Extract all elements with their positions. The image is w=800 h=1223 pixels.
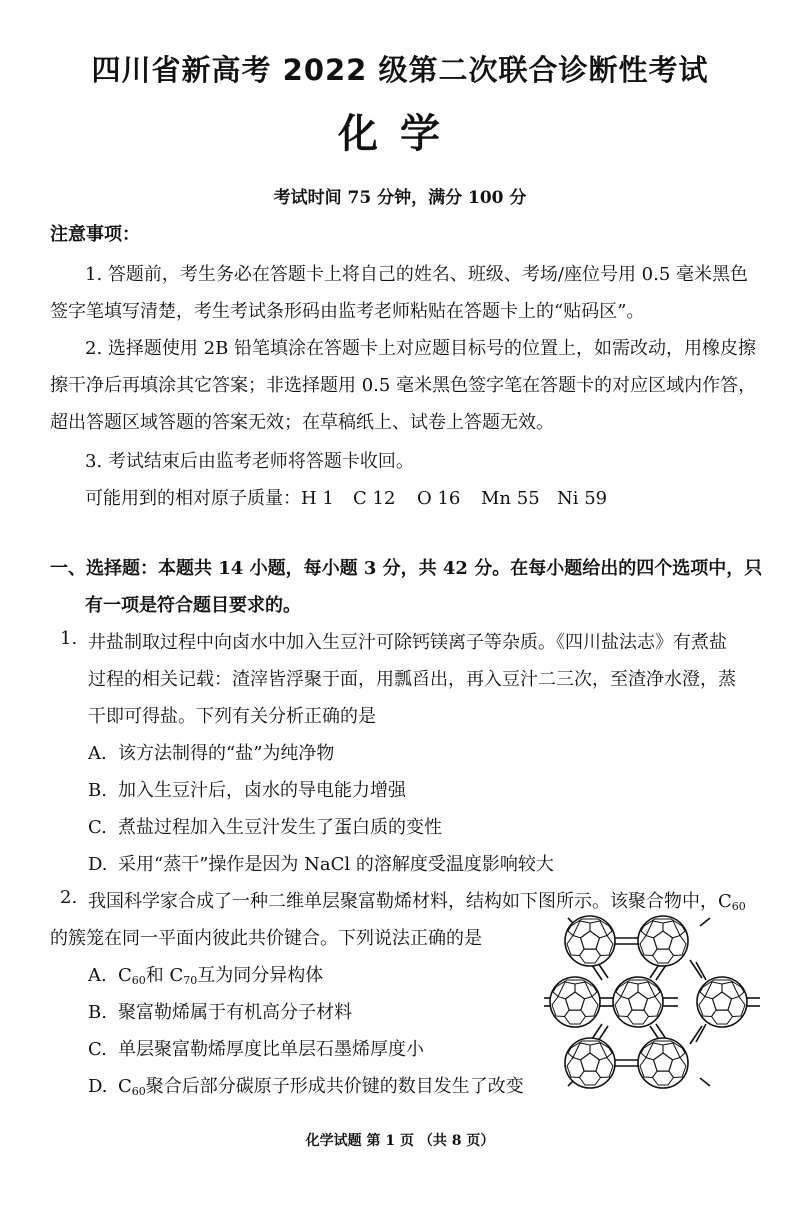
option-text: 采用“蒸干”操作是因为 NaCl 的溶解度受温度影响较大 xyxy=(118,854,554,875)
subscript: 60 xyxy=(131,974,146,987)
option-label: A. xyxy=(88,965,107,986)
option-label: C. xyxy=(88,1039,107,1060)
option-text: 聚富勒烯属于有机高分子材料 xyxy=(118,1002,352,1023)
exam-title: 四川省新高考 2022 级第二次联合诊断性考试 xyxy=(91,53,709,87)
atomic-mass-mn: Mn 55 xyxy=(481,488,540,509)
option-text: 加入生豆汁后，卤水的导电能力增强 xyxy=(118,780,406,801)
q1-option-d xyxy=(88,850,554,876)
option-label: A. xyxy=(88,743,107,764)
atomic-mass-h: H 1 xyxy=(301,488,334,509)
notice-heading: 注意事项： xyxy=(50,224,140,245)
notice-item-1-line-2: 签字笔填写清楚，考生考试条形码由监考老师粘贴在答题卡上的“贴码区”。 xyxy=(50,301,645,322)
q1-option-b xyxy=(88,776,406,802)
option-text: C xyxy=(118,1076,132,1097)
atomic-mass-c: C 12 xyxy=(353,488,396,509)
q2-option-c xyxy=(88,1035,424,1061)
polyfullerene-structure-figure xyxy=(540,910,765,1095)
option-text: 煮盐过程加入生豆汁发生了蛋白质的变性 xyxy=(118,817,442,838)
subject-title: 化学 xyxy=(338,111,462,157)
q2-number: 2. xyxy=(60,887,78,908)
option-text: C xyxy=(118,965,132,986)
notice-item-2-line-2: 擦干净后再填涂其它答案；非选择题用 0.5 毫米黑色签字笔在答题卡的对应区域内作答， xyxy=(50,375,757,396)
q1-option-c xyxy=(88,813,442,839)
notice-item-2-line-3: 超出答题区域答题的答案无效；在草稿纸上、试卷上答题无效。 xyxy=(50,412,554,433)
option-label: D. xyxy=(88,854,108,875)
option-text: 聚合后部分碳原子形成共价键的数目发生了改变 xyxy=(145,1076,524,1097)
subscript: 60 xyxy=(731,900,746,913)
q2-option-d xyxy=(88,1072,524,1098)
page-footer: 化学试题 第 1 页 （共 8 页） xyxy=(305,1133,495,1149)
option-label: B. xyxy=(88,780,107,801)
q1-stem-line-2: 过程的相关记载：渣滓皆浮聚于面，用瓢舀出，再入豆汁二三次，至渣净水澄，蒸 xyxy=(88,669,736,690)
subscript: 60 xyxy=(131,1085,146,1098)
option-text: 和 C xyxy=(145,965,184,986)
q2-option-a xyxy=(88,961,323,987)
section-1-line-2: 有一项是符合题目要求的。 xyxy=(85,595,301,616)
q2-option-b xyxy=(88,998,352,1024)
notice-item-2-line-1: 2. 选择题使用 2B 铅笔填涂在答题卡上对应题目标号的位置上，如需改动，用橡皮擦 xyxy=(85,338,757,359)
atomic-mass-row xyxy=(85,484,607,510)
atomic-mass-ni: Ni 59 xyxy=(557,488,608,509)
option-label: B. xyxy=(88,1002,107,1023)
q2-stem-line-2: 的簇笼在同一平面内彼此共价键合。下列说法正确的是 xyxy=(50,928,482,949)
option-text: 单层聚富勒烯厚度比单层石墨烯厚度小 xyxy=(118,1039,424,1060)
section-1-line-1: 一、选择题：本题共 14 小题，每小题 3 分，共 42 分。在每小题给出的四个选项中，只 xyxy=(50,558,763,579)
option-text: 该方法制得的“盐”为纯净物 xyxy=(118,743,335,764)
atomic-mass-label: 可能用到的相对原子质量： xyxy=(85,488,301,509)
q1-number: 1. xyxy=(60,628,78,649)
q1-stem-line-3: 干即可得盐。下列有关分析正确的是 xyxy=(88,706,376,727)
q1-stem-line-1: 井盐制取过程中向卤水中加入生豆汁可除钙镁离子等杂质。《四川盐法志》有煮盐 xyxy=(88,632,727,653)
option-label: D. xyxy=(88,1076,108,1097)
exam-info: 考试时间 75 分钟，满分 100 分 xyxy=(273,188,527,208)
notice-item-3: 3. 考试结束后由监考老师将答题卡收回。 xyxy=(85,451,414,472)
option-label: C. xyxy=(88,817,107,838)
option-text: 互为同分异构体 xyxy=(197,965,324,986)
q2-stem-text: 我国科学家合成了一种二维单层聚富勒烯材料，结构如下图所示。该聚合物中，C xyxy=(88,891,732,912)
atomic-mass-o: O 16 xyxy=(417,488,461,509)
subscript: 70 xyxy=(183,974,198,987)
q1-option-a xyxy=(88,739,334,765)
notice-item-1-line-1: 1. 答题前，考生务必在答题卡上将自己的姓名、班级、考场/座位号用 0.5 毫米黑色 xyxy=(85,264,749,285)
